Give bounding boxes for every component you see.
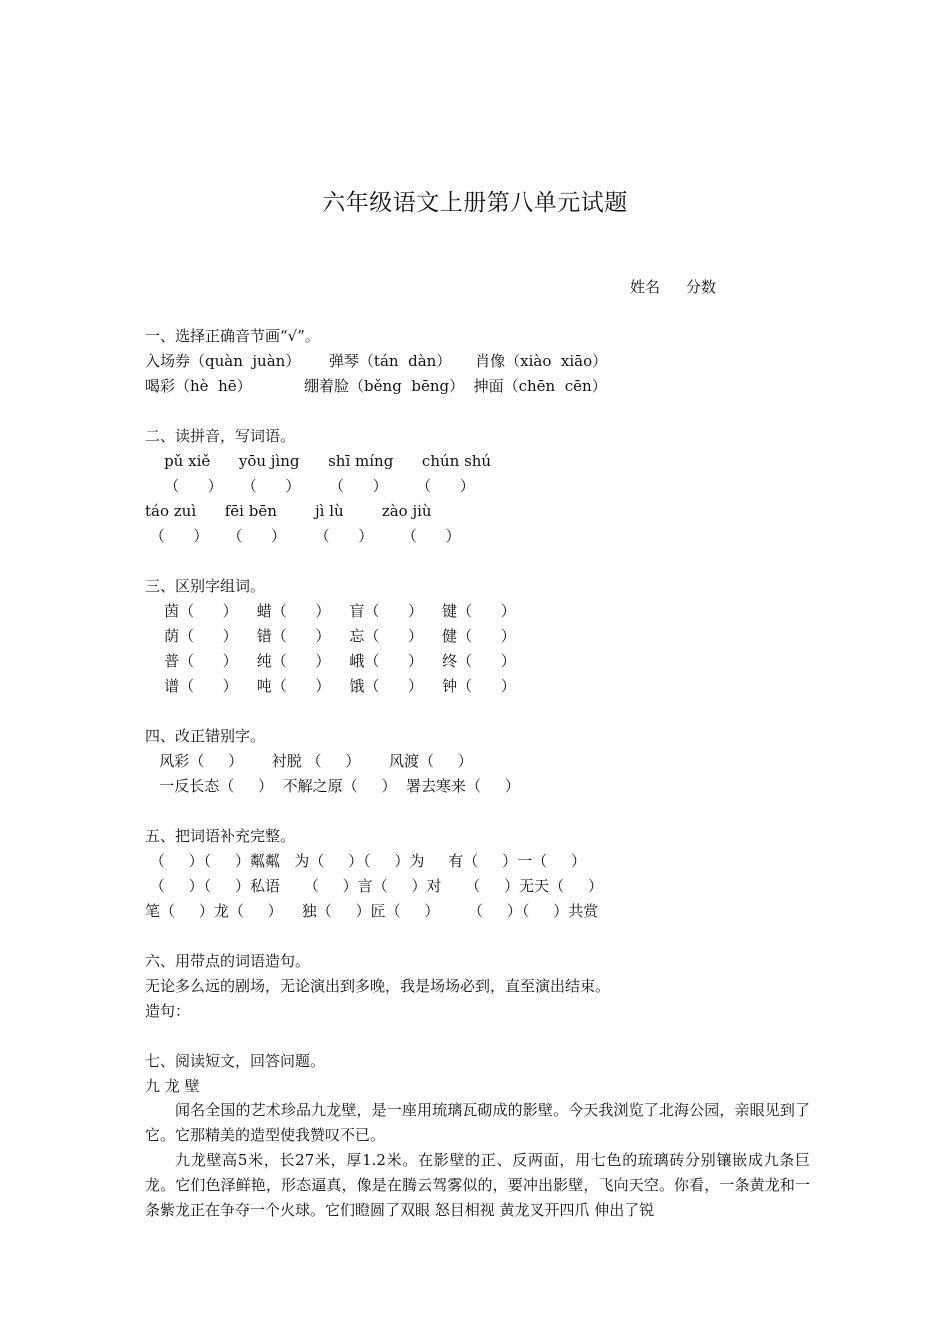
typo-fix-row: 一反长态（ ） 不解之原（ ） 署去寒来（ ） (145, 777, 520, 795)
idiom-completion-row: 笔（ ）龙（ ） 独（ ）匠（ ） （ ）（ ）共赏 (145, 902, 599, 920)
name-label: 姓名 (630, 278, 661, 296)
word-group-row: 普（ ） 纯（ ） 峨（ ） 终（ ） (145, 652, 516, 670)
pinyin-row: pǔ xiě yōu jìng shī míng chún shú (145, 452, 492, 470)
page-title: 六年级语文上册第八单元试题 (322, 190, 628, 216)
typo-fix-row: 风彩（ ） 衬脱 （ ） 风渡（ ） (145, 752, 473, 770)
answer-blanks-row: （ ） （ ） （ ） （ ） (145, 527, 461, 545)
word-group-row: 荫（ ） 错（ ） 忘（ ） 健（ ） (145, 627, 516, 645)
section-4-heading: 四、改正错别字。 (145, 727, 266, 745)
score-label: 分数 (686, 278, 717, 296)
passage-paragraph: 九龙壁高5米，长27米，厚1.2米。在影壁的正、反两面，用七色的琉璃砖分别镶嵌成九条巨龙。它们色泽鲜艳，形态逼真，像是在腾云驾雾似的，要冲出影壁，飞向天空。你看，一条黄龙和一条紫龙正在争夺一个火球。它们瞪圆了双眼 怒目相视 黄龙叉开四爪 伸出了锐 (145, 1151, 810, 1219)
pinyin-row: táo zuì fēi bēn jì lù zào jiù (145, 502, 432, 520)
word-group-row: 谱（ ） 吨（ ） 饿（ ） 钟（ ） (145, 677, 516, 695)
idiom-completion-row: （ ）（ ）私语 （ ）言（ ）对 （ ）无天（ ） (145, 877, 603, 895)
section-7-heading: 七、阅读短文，回答问题。 (145, 1052, 326, 1070)
section-2-heading: 二、读拼音，写词语。 (145, 427, 296, 445)
pinyin-choice-row: 入场券（quàn juàn） 弹琴（tán dàn） 肖像（xiào xiāo） (145, 352, 608, 370)
example-sentence: 无论多么远的剧场，无论演出到多晚，我是场场必到，直至演出结束。 (145, 977, 611, 995)
section-5-heading: 五、把词语补充完整。 (145, 827, 296, 845)
pinyin-choice-row: 喝彩（hè hē） 绷着脸（běng bēng） 抻面（chēn cēn） (145, 377, 607, 395)
word-group-row: 茵（ ） 蜡（ ） 盲（ ） 键（ ） (145, 602, 516, 620)
passage-paragraph: 闻名全国的艺术珍品九龙壁，是一座用琉璃瓦砌成的影壁。今天我浏览了北海公园，亲眼见到了它。它那精美的造型使我赞叹不已。 (145, 1101, 810, 1144)
section-6-heading: 六、用带点的词语造句。 (145, 952, 311, 970)
section-3-heading: 三、区别字组词。 (145, 577, 266, 595)
passage-title: 九 龙 壁 (145, 1077, 200, 1095)
sentence-prompt: 造句： (145, 1002, 191, 1020)
answer-blanks-row: （ ） （ ） （ ） （ ） (145, 477, 475, 495)
idiom-completion-row: （ ）（ ）粼粼 为（ ）（ ）为 有（ ）一（ ） (145, 852, 586, 870)
section-1-heading: 一、选择正确音节画“√”。 (145, 327, 320, 345)
